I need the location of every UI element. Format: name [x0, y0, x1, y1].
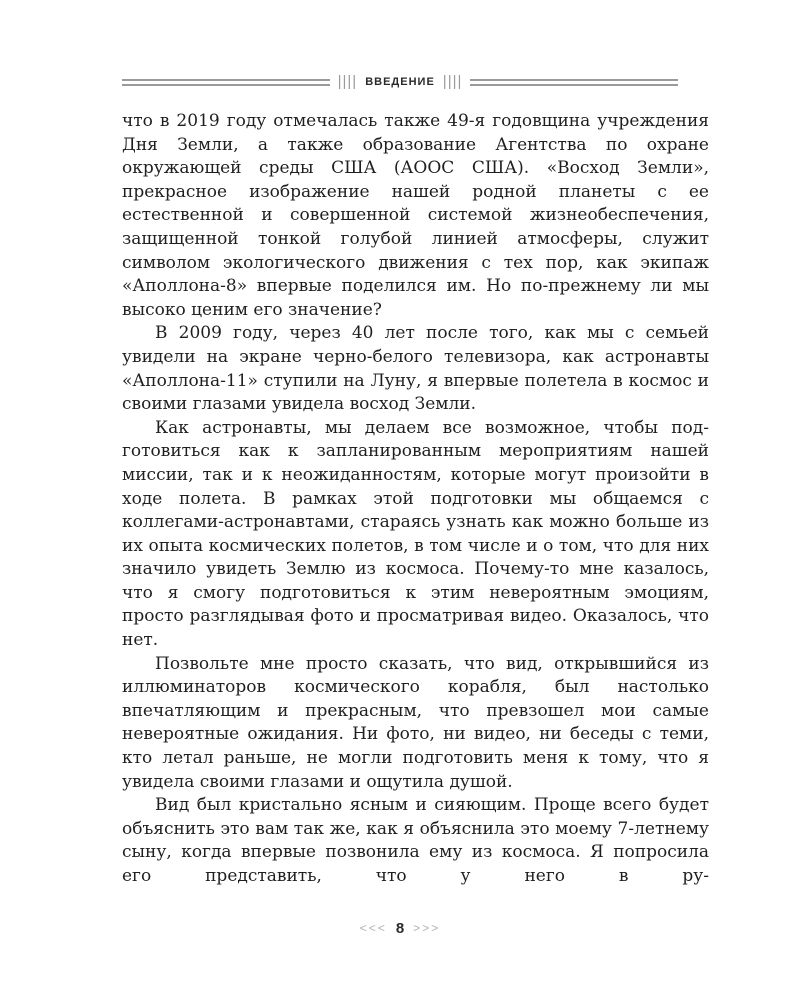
header-rule-right [470, 79, 678, 86]
running-header [122, 72, 678, 92]
header-bars-right: |||| [442, 73, 463, 90]
header-bars-left: |||| [337, 73, 358, 90]
paragraph-5: Вид был кристально ясным и сияющим. Проще всего будет объяснить это вам так же, как я объяснила это моему 7-летнему сыну, когда впервые позвонила ему из космоса. Я попросила его представить, что у него в ру- [122, 795, 709, 886]
chapter-title: ВВЕДЕНИЕ [365, 76, 435, 88]
page-footer [0, 918, 800, 938]
header-rule-left [122, 79, 330, 86]
body-text [122, 110, 709, 889]
paragraph-2: В 2009 году, через 40 лет после того, как мы с семьей увидели на экране черно-белого телевизора, как астронавты «Аполлона-11» ступили на Луну, я впервые полетела в космос и своими глазами увидела восход Земли. [122, 323, 709, 415]
page-number: 8 [395, 919, 405, 937]
footer-arrows-right: >>> [413, 921, 441, 935]
footer-arrows-left: <<< [359, 921, 387, 935]
paragraph-4: Позвольте мне просто сказать, что вид, открывшийся из иллюминаторов космического корабля, был настолько впечатляющим и прекрасным, что превзошел мои самые невероятные ожидания. Ни фото, ни видео, ни беседы с теми, кто летал раньше, не могли подготовить меня к тому, что я увидела своими глазами и ощутила душой. [122, 653, 709, 792]
paragraph-3: Как астронавты, мы делаем все возможное, чтобы подготовиться как к запланированным мероприятиям нашей миссии, так и к неожиданностям, которые могут произойти в ходе полета. В рамках этой подготовки мы общаемся с коллегами-астронавтами, стараясь узнать как можно больше из их опыта космических полетов, в том числе и о том, что для них значило увидеть Землю из космоса. Почему-то мне казалось, что я смогу подготовиться к этим невероятным эмоциям, просто разглядывая фото и просматривая видео. Оказалось, что нет. [122, 417, 709, 651]
paragraph-1: что в 2019 году отмечалась также 49-я годовщина учреждения Дня Земли, а также образование Агентства по охране окружающей среды США (АООС США). «Восход Земли», прекрасное изображение нашей родной планеты с ее естественной и совершенной системой жизнеобеспечения, защищенной тонкой голубой линией атмосферы, служит символом экологического движения с тех пор, как экипаж «Аполлона-8» впервые поделился им. Но по-прежнему ли мы высоко ценим его значение? [122, 111, 709, 320]
